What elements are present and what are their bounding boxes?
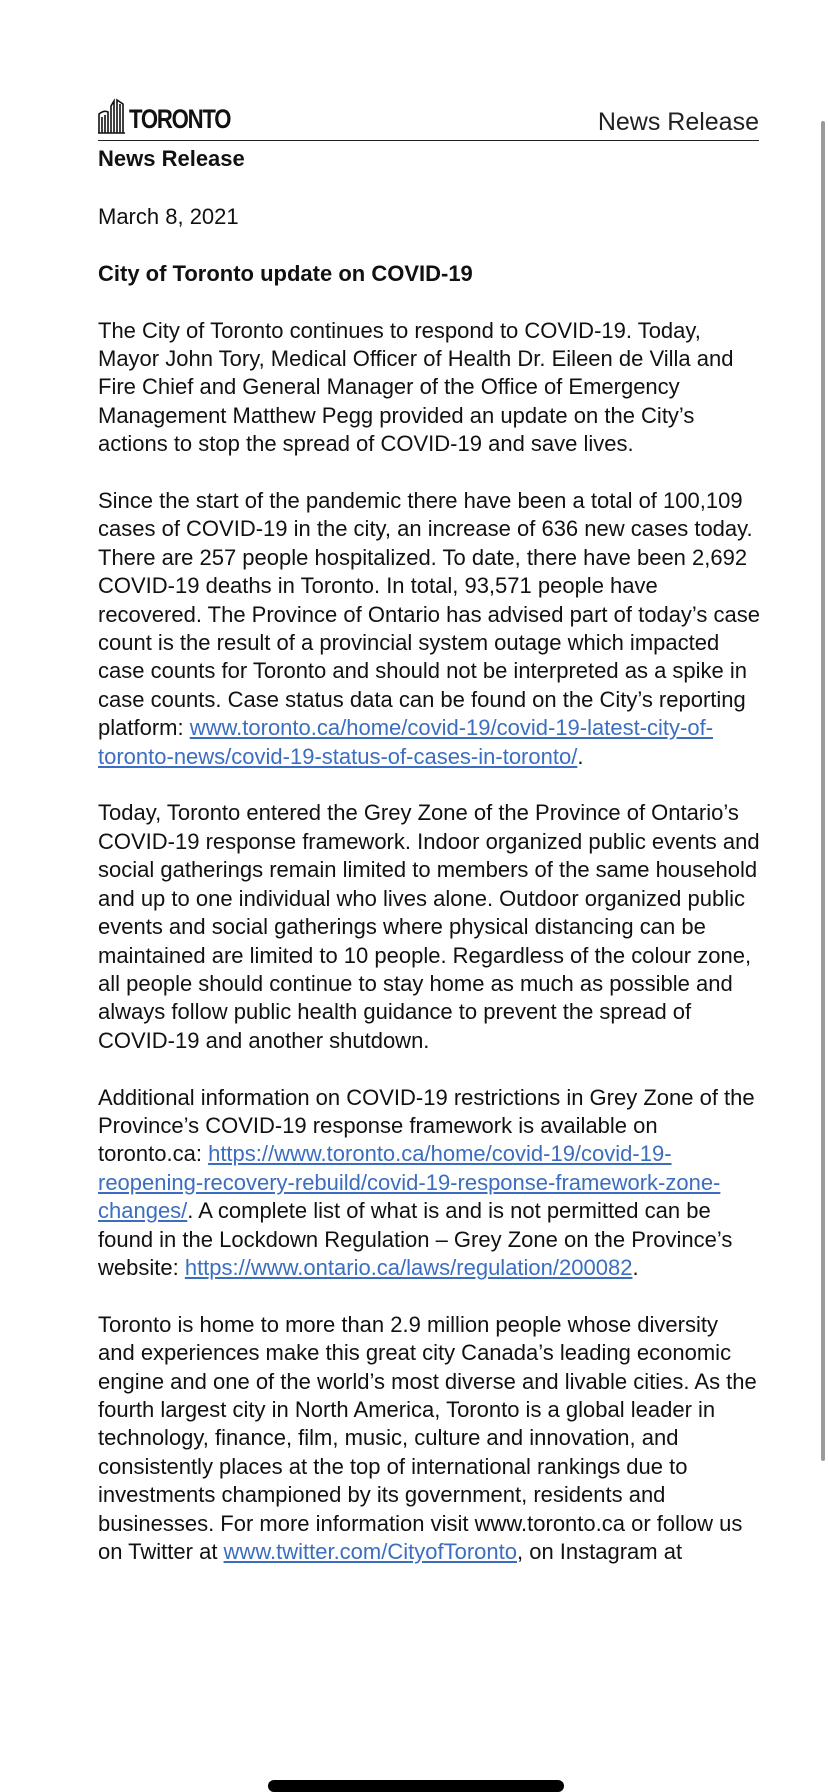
- case-status-link[interactable]: www.toronto.ca/home/covid-19/covid-19-latest-city-of-toronto-news/covid-19-status-of-cases-in-toronto/: [98, 715, 714, 769]
- paragraph-grey-zone: Today, Toronto entered the Grey Zone of the Province of Ontario’s COVID-19 response framework. Indoor organized public events and social gatherings remain limited to members of the same household and up to one individual who lives alone. Outdoor organized public events and social gatherings where physical distancing can be maintained are limited to 10 people. Regardless of the colour zone, all people should continue to stay home as much as possible and always follow public health guidance to prevent the spread of COVID-19 and another shutdown.: [98, 800, 760, 1053]
- paragraph-text: , on Instagram at: [516, 1539, 683, 1564]
- news-release-body: [98, 143, 760, 1595]
- release-date: March 8, 2021: [98, 204, 239, 229]
- kicker-label: News Release: [98, 146, 245, 171]
- toronto-logo: [98, 98, 253, 134]
- release-title: City of Toronto update on COVID-19: [98, 260, 473, 286]
- paragraph-text: .: [632, 1254, 639, 1280]
- paragraph-about-toronto: [98, 1311, 760, 1567]
- vertical-scrollbar[interactable]: [821, 121, 825, 1461]
- redaction-bar: [268, 1780, 564, 1792]
- letterhead: [98, 96, 759, 141]
- paragraph-case-counts: [98, 487, 760, 771]
- paragraph-restrictions: [98, 1084, 760, 1283]
- city-hall-icon: [98, 98, 126, 134]
- twitter-link[interactable]: www.twitter.com/CityofToronto: [223, 1539, 517, 1564]
- header-title: News Release: [597, 108, 759, 136]
- paragraph-text: Since the start of the pandemic there have been a total of 100,109 cases of COVID-19 in the city, an increase of 636 new cases today. There are 257 people hospitalized. To date, there have been 2,692 COVID-19 deaths in Toronto. In total, 93,571 people have recovered. The Province of Ontario has advised part of today’s case count is the result of a provincial system outage which impacted case counts for Toronto and should not be interpreted as a spike in case counts. Case status data can be found on the City’s reporting platform:: [98, 488, 760, 741]
- response-framework-link[interactable]: https://www.toronto.ca/home/covid-19/covid-19-reopening-recovery-rebuild/covid-19-response-framework-zone-changes/: [98, 1141, 721, 1224]
- paragraph-text: Additional information on COVID-19 restrictions in Grey Zone of the Province’s COVID-19 response framework is available on toronto.ca:: [98, 1084, 755, 1167]
- paragraph-text: Toronto is home to more than 2.9 million people whose diversity and experiences make this great city Canada’s leading economic engine and one of the world’s most diverse and livable cities. As the fourth largest city in North America, Toronto is a global leader in technology, finance, film, music, culture and innovation, and consistently places at the top of international rankings due to investments championed by its government, residents and businesses. For more information visit www.toronto.ca or follow us on Twitter at: [98, 1311, 757, 1564]
- logo-text: TORONTO: [129, 104, 231, 134]
- ontario-regulation-link[interactable]: https://www.ontario.ca/laws/regulation/200082: [184, 1254, 633, 1280]
- paragraph-text: .: [577, 743, 584, 769]
- paragraph-text: . A complete list of what is and is not permitted can be found in the Lockdown Regulation – Grey Zone on the Province’s website:: [98, 1198, 733, 1280]
- paragraph-intro: The City of Toronto continues to respond to COVID-19. Today, Mayor John Tory, Medical Officer of Health Dr. Eileen de Villa and Fire Chief and General Manager of the Office of Emergency Management Matthew Pegg provided an update on the City’s actions to stop the spread of COVID-19 and save lives.: [98, 317, 734, 457]
